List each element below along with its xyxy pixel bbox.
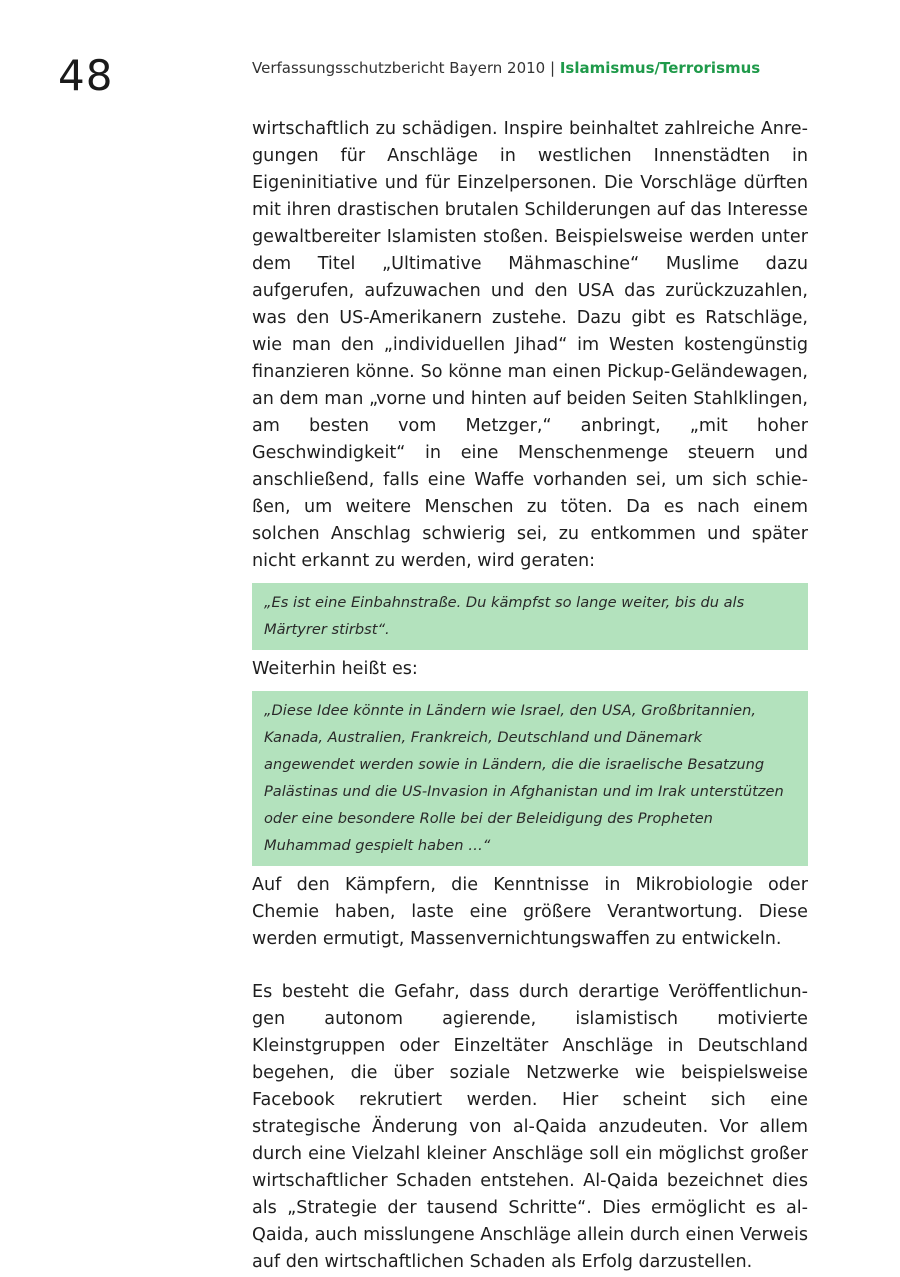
- paragraph: Auf den Kämpfern, die Kenntnisse in Mikrobiologie oder Chemie haben, laste eine größere Verantwortung. Diese werden ermutigt, Massenvernichtungswaffen zu entwickeln.: [252, 875, 808, 949]
- page-number: 48: [58, 51, 114, 100]
- running-header: [252, 59, 760, 77]
- main-text: [252, 116, 808, 1276]
- report-title: Verfassungsschutzbericht Bayern 2010: [252, 59, 546, 77]
- paragraph-gap: [252, 953, 808, 979]
- quote-box: „Es ist eine Einbahnstraße. Du kämpfst so lange weiter, bis du als Märtyrer stirbst“.: [252, 583, 808, 650]
- paragraph: Es besteht die Gefahr, dass durch derartige Veröffentlichungen autonom agierende, islamistisch motivierte Kleinstgruppen oder Einzeltäter Anschläge in Deutschland begehen, die über soziale Netzwerke wie beispielsweise Facebook rekrutiert werden. Hier scheint sich eine strategische Änderung von al-Qaida anzudeuten. Vor allem durch eine Vielzahl kleiner Anschläge soll ein möglichst großer wirtschaftlicher Schaden entstehen. Al-Qaida bezeichnet dies als „Strategie der tausend Schritte“. Dies ermöglicht es al-Qaida, auch misslungene Anschläge allein durch einen Verweis auf den wirtschaftlichen Schaden als Erfolg darzustellen.: [252, 982, 808, 1272]
- header-separator: |: [549, 59, 556, 77]
- paragraph: Weiterhin heißt es:: [252, 659, 418, 679]
- paragraph: wirtschaftlich zu schädigen. Inspire beinhaltet zahlreiche Anregungen für Anschläge in westlichen Innenstädten in Eigeninitiative und für Einzelpersonen. Die Vorschläge dürften mit ihren drastischen brutalen Schilderungen auf das Interesse gewaltbereiter Islamisten stoßen. Beispielsweise werden unter dem Titel „Ultimative Mähmaschine“ Muslime dazu aufgerufen, aufzuwachen und den USA das zurückzuzahlen, was den US-Amerikanern zustehe. Dazu gibt es Ratschläge, wie man den „individuellen Jihad“ im Westen kostengünstig finanzieren könne. So könne man einen Pickup-Geländewagen, an dem man „vorne und hinten auf beiden Seiten Stahlklingen, am besten vom Metzger,“ anbringt, „mit hoher Geschwindigkeit“ in eine Menschenmenge steuern und anschließend, falls eine Waffe vorhanden sei, um sich schießen, um weitere Menschen zu töten. Da es nach einem solchen Anschlag schwierig sei, zu entkommen und später nicht erkannt zu werden, wird geraten:: [252, 119, 808, 571]
- section-title: Islamismus/Terrorismus: [559, 59, 761, 77]
- quote-box: „Diese Idee könnte in Ländern wie Israel, den USA, Großbritannien, Kanada, Australien, Frankreich, Deutschland und Dänemark angewendet werden sowie in Ländern, die die israelische Besatzung Palästinas und die US-Invasion in Afghanistan und im Irak unterstützen oder eine besondere Rolle bei der Beleidigung des Propheten Muhammad gespielt haben …“: [252, 691, 808, 866]
